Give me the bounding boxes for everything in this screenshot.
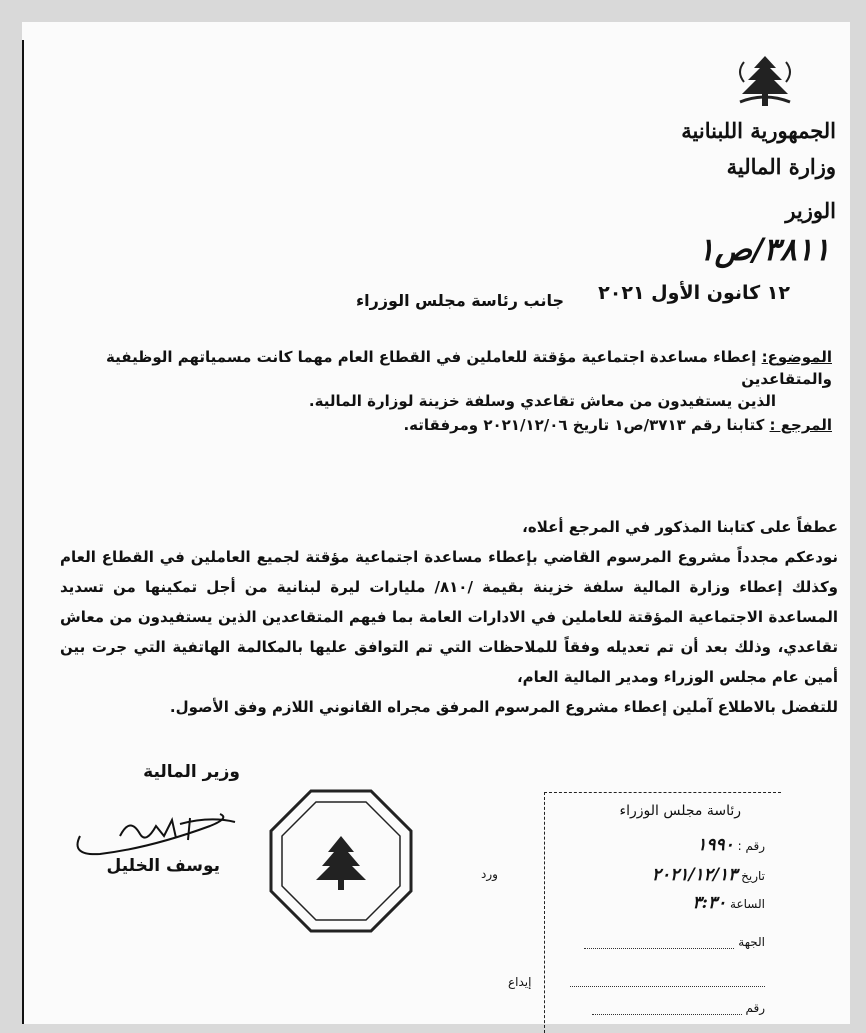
stamp-side-label: الجهة (738, 935, 765, 949)
signatory-title: وزير المالية (143, 762, 240, 782)
ministry-seal (266, 786, 416, 936)
receipt-stamp (481, 792, 781, 1033)
stamp-number2-row (592, 1001, 765, 1015)
stamp-time-row (693, 893, 765, 913)
ministry-heading: وزارة المالية (726, 154, 836, 179)
subject-label: الموضوع: (761, 348, 832, 366)
reference-number: ٣٨١١/ص١ (697, 232, 830, 268)
subject-text: إعطاء مساعدة اجتماعية مؤقتة للعاملين في القطاع العام مهما كانت مسمياتهم الوظيفية والمتقاعدين (106, 348, 832, 388)
body-paragraph-2: نودعكم مجدداً مشروع المرسوم القاضي بإعطاء مساعدة اجتماعية مؤقتة لجميع العاملين في القطاع العام وكذلك إعطاء وزارة المالية سلفة خزينة بقيمة /٨١٠/ مليارات ليرة لبنانية من أجل تمكينها من تسديد المساعدة الاجتماعية المؤقتة للعاملين في الادارات العامة بما فيهم المتقاعدين الذين يستفيدون من معاش تقاعدي، وذلك بعد أن تم تعديله وفقاً للملاحظات التي تم التوافق عليها بالمكالمة الهاتفية التي جرت بين أمين عام مجلس الوزراء ومدير المالية العام، (60, 548, 839, 686)
stamp-deposit-label: إيداع (508, 975, 532, 989)
stamp-received-label: ورد (481, 867, 498, 881)
cedar-emblem-icon (734, 52, 796, 114)
stamp-date-row (652, 865, 765, 885)
stamp-number2-blank (592, 1002, 742, 1015)
subject-text-continued: الذين يستفيدون من معاش تقاعدي وسلفة خزينة لوزارة المالية. (308, 392, 776, 410)
stamp-side-blank (584, 936, 734, 949)
stamp-number-label: رقم (745, 839, 765, 853)
subject-line (90, 346, 832, 412)
republic-heading: الجمهورية اللبنانية (681, 118, 836, 143)
stamp-number-value: ١٩٩٠ (697, 835, 734, 855)
body-paragraph-1: عطفاً على كتابنا المذكور في المرجع أعلاه، (522, 518, 838, 536)
stamp-side-row (584, 935, 765, 949)
stamp-time-label: الساعة (730, 897, 765, 911)
stamp-header: رئاسة مجلس الوزراء (619, 803, 741, 819)
stamp-time-value: ٣:٣٠ (692, 893, 727, 913)
letter-date: ١٢ كانون الأول ٢٠٢١ (598, 282, 790, 304)
reference-line (200, 414, 832, 436)
stamp-deposit-row (570, 973, 765, 987)
signatory-name: يوسف الخليل (106, 856, 220, 876)
minister-heading: الوزير (785, 198, 836, 223)
letter-body (60, 512, 838, 722)
stamp-date-label: تاريخ (741, 869, 765, 883)
stamp-number2-label: رقم (745, 1001, 765, 1015)
recipient-line: جانب رئاسة مجلس الوزراء (355, 291, 565, 310)
reference-text: كتابنا رقم ٣٧١٣/ص١ تاريخ ٢٠٢١/١٢/٠٦ ومرفقاته. (403, 416, 765, 434)
page-edge-line (22, 40, 24, 1024)
body-paragraph-3: للتفضل بالاطلاع آملين إعطاء مشروع المرسوم المرفق مجراه القانوني اللازم وفق الأصول. (169, 698, 838, 716)
stamp-date-value: ٢٠٢١/١٢/١٣ (651, 865, 738, 885)
stamp-deposit-blank (570, 974, 765, 987)
stamp-number-row: رقم : ١٩٩٠ (697, 835, 765, 855)
reference-label: المرجع : (769, 416, 832, 434)
